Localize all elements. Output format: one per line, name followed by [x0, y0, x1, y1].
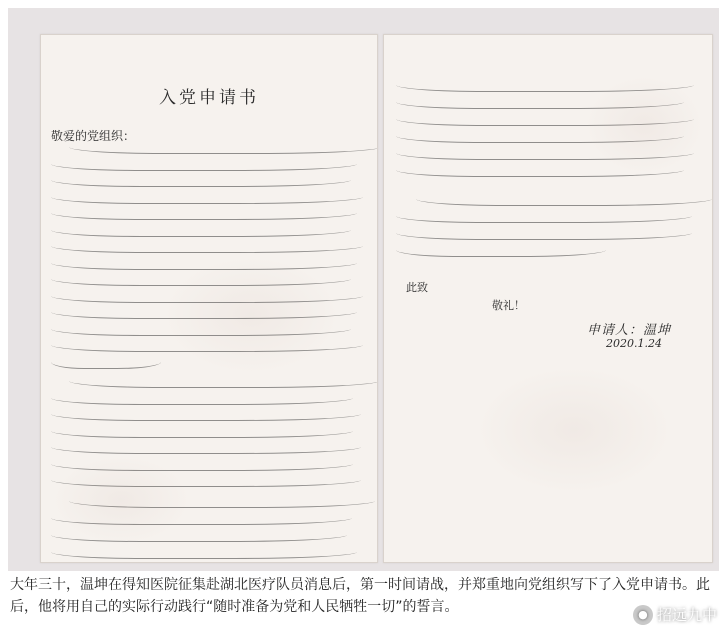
letter-salutation: 敬爱的党组织： — [51, 129, 136, 143]
handwriting-stroke — [51, 329, 351, 336]
article-caption: 大年三十，温坤在得知医院征集赴湖北医疗队员消息后，第一时间请战，并郑重地向党组织写下了入党申请书。此后，他将用自己的实际行动践行“随时准备为党和人民牺牲一切”的誓言。 — [10, 577, 710, 615]
letter-title: 入党申请书 — [159, 88, 259, 108]
handwriting-stroke — [51, 431, 353, 438]
handwriting-stroke — [51, 312, 357, 319]
handwriting-stroke — [51, 414, 361, 421]
handwriting-stroke — [51, 180, 351, 187]
wechat-icon: ● — [633, 605, 653, 625]
handwriting-stroke — [51, 246, 363, 253]
handwriting-stroke — [51, 518, 352, 525]
handwriting-stroke — [51, 398, 353, 405]
handwriting-stroke — [51, 345, 363, 352]
handwriting-stroke — [416, 199, 712, 206]
handwriting-stroke — [396, 216, 692, 223]
letter-page-2 — [383, 34, 713, 563]
closing-word: 此致 — [406, 281, 428, 294]
handwriting-stroke — [69, 501, 375, 508]
handwriting-stroke — [396, 233, 692, 240]
handwriting-stroke — [396, 170, 684, 177]
letter-page-1 — [40, 34, 378, 563]
source-watermark — [633, 604, 717, 625]
scan-frame — [8, 8, 719, 571]
handwriting-stroke — [51, 447, 361, 454]
handwriting-stroke — [396, 85, 694, 92]
handwriting-stroke — [51, 279, 351, 286]
applicant-signature: 申请人：温坤 — [587, 323, 672, 338]
handwriting-stroke — [69, 147, 378, 154]
handwriting-stroke — [396, 119, 694, 126]
handwriting-stroke — [51, 263, 357, 270]
handwriting-stroke — [51, 362, 161, 369]
handwriting-stroke — [51, 535, 347, 542]
handwriting-stroke — [51, 197, 363, 204]
handwriting-stroke — [396, 153, 694, 160]
handwriting-stroke — [51, 464, 353, 471]
handwriting-stroke — [51, 296, 363, 303]
application-date: 2020.1.24 — [606, 337, 662, 350]
handwriting-stroke — [396, 136, 684, 143]
watermark-label: 招远九中 — [656, 606, 717, 624]
handwriting-stroke — [51, 552, 357, 559]
handwriting-stroke — [51, 213, 357, 220]
closing-salute: 敬礼！ — [492, 299, 525, 312]
handwriting-stroke — [69, 381, 378, 388]
handwriting-stroke — [396, 250, 606, 257]
handwriting-stroke — [51, 480, 361, 487]
handwriting-stroke — [396, 102, 684, 109]
handwriting-stroke — [51, 230, 351, 237]
handwriting-stroke — [51, 164, 357, 171]
